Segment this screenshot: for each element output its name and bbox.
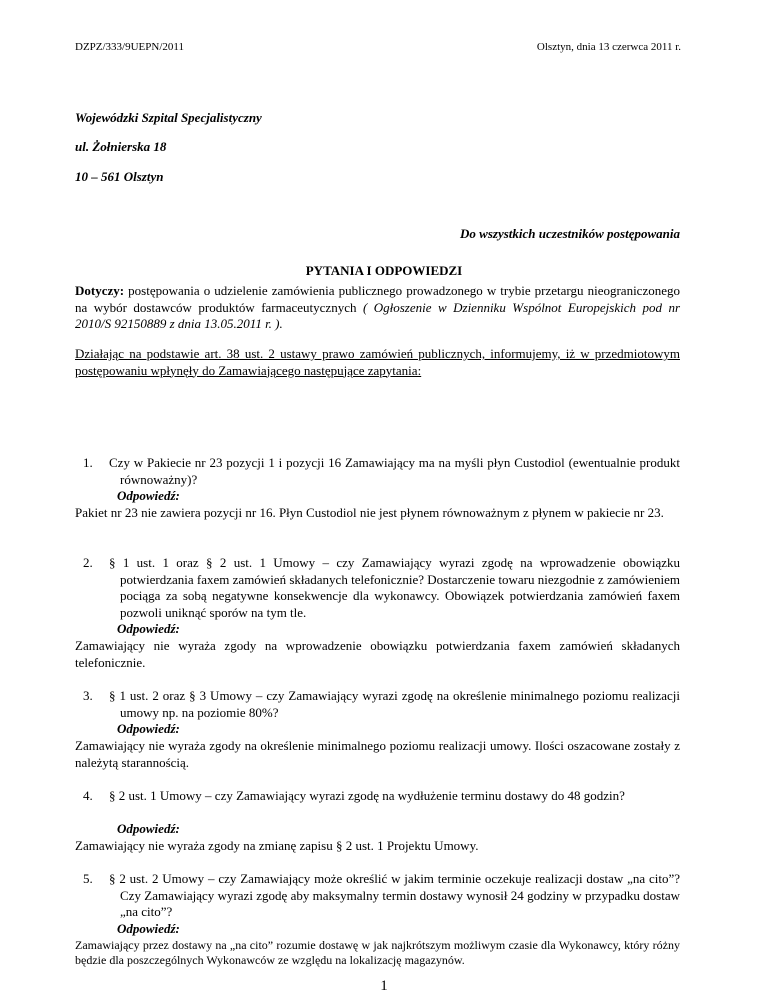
answer-5: Zamawiający przez dostawy na „na cito” rozumie dostawę w jak najkrótszym możliwym czasie dla Wykonawcy, który różny będzie dla poszczególnych Wykonawców ze względu na lokalizację magazynów.	[75, 938, 680, 967]
hospital-name: Wojewódzki Szpital Specjalistyczny	[75, 110, 262, 125]
intro-paragraph: Działając na podstawie art. 38 ust. 2 ustawy prawo zamówień publicznych, informujemy, iż w przedmiotowym postępowaniu wpłynęły do Zamawiającego następujące zapytania:	[75, 346, 680, 378]
subject-paragraph	[75, 283, 680, 333]
answer-4: Zamawiający nie wyraża zgody na zmianę zapisu § 2 ust. 1 Projektu Umowy.	[75, 838, 479, 853]
question-number: 4.	[83, 788, 93, 803]
answer-label: Odpowiedź:	[117, 921, 180, 936]
answer-label: Odpowiedź:	[117, 621, 180, 636]
question-4	[83, 788, 680, 805]
page-number: 1	[380, 978, 388, 994]
reference-number: DZPZ/333/9UEPN/2011	[75, 41, 184, 53]
question-text: § 2 ust. 1 Umowy – czy Zamawiający wyrazi zgodę na wydłużenie terminu dostawy do 48 godzin?	[109, 788, 625, 803]
question-3	[83, 688, 680, 721]
hospital-city: 10 – 561 Olsztyn	[75, 169, 164, 184]
answer-2: Zamawiający nie wyraża zgody na wprowadzenie obowiązku potwierdzania faxem zamówień składanych telefonicznie.	[75, 638, 680, 670]
hospital-street: ul. Żołnierska 18	[75, 139, 167, 154]
answer-label: Odpowiedź:	[117, 821, 180, 836]
question-text: Czy w Pakiecie nr 23 pozycji 1 i pozycji 16 Zamawiający ma na myśli płyn Custodiol (ewentualnie produkt równoważny)?	[109, 455, 680, 487]
subject-notice: ( Ogłoszenie w Dzienniku Wspólnot Europejskich pod nr 2010/S 92150889 z dnia 13.05.2011 r. ).	[75, 299, 680, 331]
document-title: PYTANIA I ODPOWIEDZI	[305, 263, 463, 278]
answer-label: Odpowiedź:	[117, 721, 180, 736]
question-number: 2.	[83, 555, 93, 570]
question-text: § 1 ust. 2 oraz § 3 Umowy – czy Zamawiający wyrazi zgodę na określenie minimalnego poziomu realizacji umowy np. na poziomie 80%?	[109, 688, 680, 720]
subject-label: Dotyczy:	[75, 283, 125, 298]
answer-label: Odpowiedź:	[117, 488, 180, 503]
question-5	[83, 871, 680, 921]
recipient-line: Do wszystkich uczestników postępowania	[460, 226, 680, 241]
place-and-date: Olsztyn, dnia 13 czerwca 2011 r.	[536, 41, 681, 53]
question-number: 5.	[83, 871, 93, 886]
answer-3: Zamawiający nie wyraża zgody na określenie minimalnego poziomu realizacji umowy. Ilości oszacowane zostały z należytą starannością.	[75, 738, 680, 770]
question-text: § 2 ust. 2 Umowy – czy Zamawiający może określić w jakim terminie oczekuje realizacji dostaw „na cito”? Czy Zamawiający wyrazi zgodę aby maksymalny termin dostawy wynosił 24 godziny w przypadku dostaw „na cito”?	[109, 871, 680, 919]
question-1	[83, 455, 680, 488]
question-number: 3.	[83, 688, 93, 703]
question-number: 1.	[83, 455, 93, 470]
answer-1: Pakiet nr 23 nie zawiera pozycji nr 16. Płyn Custodiol nie jest płynem równoważnym z płynem w pakiecie nr 23.	[75, 505, 664, 520]
subject-text: postępowania o udzielenie zamówienia publicznego prowadzonego w trybie przetargu nieograniczonego na wybór dostawców produktów farmaceutycznych	[75, 283, 680, 315]
question-text: § 1 ust. 1 oraz § 2 ust. 1 Umowy – czy Zamawiający wyrazi zgodę na wprowadzenie obowiązku potwierdzania faxem zamówień składanych telefonicznie? Dostarczenie towaru niezgodnie z zamówieniem pociąga za sobą negatywne konsekwencje dla wykonawcy. Obowiązek potwierdzania zamówień faxem pozwoli uniknąć sporów na tym tle.	[109, 555, 680, 620]
question-2	[83, 555, 680, 621]
